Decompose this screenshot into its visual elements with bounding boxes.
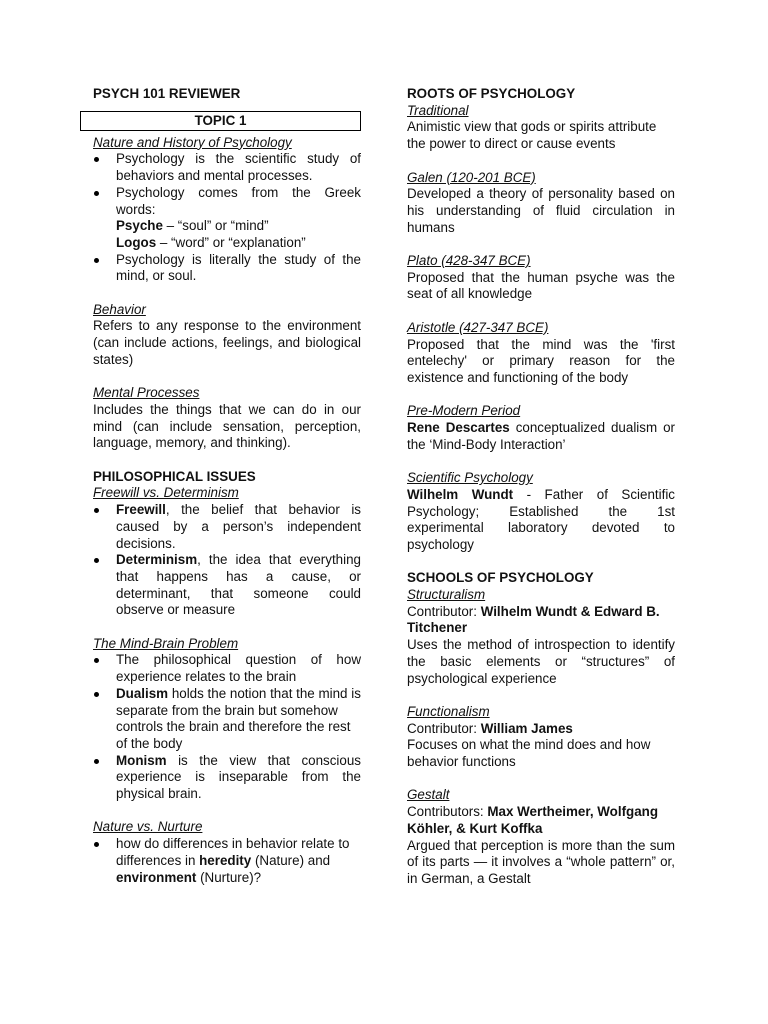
nature-list: [93, 151, 361, 285]
section-heading-philosophical: PHILOSOPHICAL ISSUES: [93, 468, 256, 484]
term-heredity: heredity: [199, 852, 252, 868]
list-item: Psychology is literally the study of the mind, or soul.: [93, 252, 361, 285]
nvn-text-c: (Nurture)?: [196, 869, 262, 885]
behavior-text: Refers to any response to the environment (can include actions, feelings, and biological states): [93, 318, 361, 367]
wundt-text: - Father of Scientific Psychology; Established the 1st experimental laboratory devoted to psychology: [407, 486, 675, 552]
traditional-text: Animistic view that gods or spirits attribute the power to direct or cause events: [407, 119, 657, 152]
nvn-text-a: how do differences in behavior relate to differences in: [116, 836, 350, 868]
section-heading-aristotle: Aristotle (427-347 BCE): [407, 319, 549, 335]
structuralism-text: Uses the method of introspection to identify the basic elements or “structures” of psychological experience: [407, 637, 675, 686]
gestalt-contributor: [407, 804, 675, 837]
section-heading-functionalism: Functionalism: [407, 703, 490, 719]
topic-box: TOPIC 1: [80, 111, 361, 131]
aristotle-text: Proposed that the mind was the 'first entelechy' or primary reason for the existence and functioning of the body: [407, 336, 675, 385]
term-logos-def: – “word” or “explanation”: [156, 234, 306, 250]
list-item: [93, 185, 361, 252]
section-heading-behavior: Behavior: [93, 301, 146, 317]
right-column: [407, 86, 675, 888]
functionalism-text: Focuses on what the mind does and how behavior functions: [407, 737, 651, 770]
term-freewill-def: , the belief that behavior is caused by a person’s independent decisions.: [116, 502, 361, 551]
section-heading-scientific: Scientific Psychology: [407, 470, 533, 486]
document-title: PSYCH 101 REVIEWER: [93, 86, 241, 101]
contributor-label: Contributor:: [407, 720, 481, 736]
section-heading-galen: Galen (120-201 BCE): [407, 169, 536, 185]
term-dualism-def: holds the notion that the mind is separate from the brain but somehow controls the brain and therefore the rest of the body: [116, 685, 361, 751]
mind-brain-list: [93, 652, 361, 802]
galen-text: Developed a theory of personality based on his understanding of fluid circulation in humans: [407, 186, 675, 235]
list-item-text: Psychology comes from the Greek words:: [116, 184, 361, 217]
structuralism-contributor: [407, 604, 675, 637]
section-heading-freewill: Freewill vs. Determinism: [93, 485, 239, 501]
list-item: [93, 753, 361, 803]
structuralism-contributor-names: Wilhelm Wundt & Edward B. Titchener: [407, 603, 660, 636]
nvn-text-b: (Nature) and: [251, 852, 331, 868]
term-determinism-def: , the idea that everything that happens has a cause, or determinant, that someone could observe or measure: [116, 552, 361, 618]
left-column: [93, 86, 361, 886]
term-environment: environment: [116, 869, 197, 885]
contributors-label: Contributors:: [407, 804, 488, 820]
list-item: [93, 686, 361, 753]
section-heading-gestalt: Gestalt: [407, 787, 450, 803]
functionalism-contributor-names: William James: [480, 720, 573, 736]
section-heading-schools: SCHOOLS OF PSYCHOLOGY: [407, 570, 594, 586]
section-heading-nature-nurture: Nature vs. Nurture: [93, 819, 203, 835]
wundt-name: Wilhelm Wundt: [407, 486, 514, 502]
section-heading-structuralism: Structuralism: [407, 587, 486, 602]
term-logos: Logos: [116, 234, 157, 250]
plato-text: Proposed that the human psyche was the seat of all knowledge: [407, 269, 675, 302]
gestalt-contributor-names: Max Wertheimer, Wolfgang Köhler, & Kurt Koffka: [407, 804, 659, 836]
list-item: Psychology is the scientific study of behaviors and mental processes.: [93, 151, 361, 184]
section-heading-traditional: Traditional: [407, 102, 469, 118]
section-heading-premodern: Pre-Modern Period: [407, 403, 521, 419]
freewill-list: [93, 502, 361, 619]
nature-nurture-list: [93, 836, 361, 886]
contributor-label: Contributor:: [407, 603, 481, 619]
term-dualism: Dualism: [116, 685, 169, 701]
section-heading-mind-brain: The Mind-Brain Problem: [93, 635, 239, 651]
list-item: [93, 552, 361, 619]
term-monism: Monism: [116, 752, 167, 768]
mental-text: Includes the things that we can do in our mind (can include sensation, perception, language, memory, and thinking).: [93, 401, 361, 451]
term-psyche-def: – “soul” or “mind”: [162, 218, 269, 234]
functionalism-contributor: [407, 721, 675, 738]
list-item: [93, 836, 361, 886]
descartes-text: conceptualized dualism or the ‘Mind-Body Interaction’: [407, 420, 675, 452]
term-psyche: Psyche: [116, 218, 163, 234]
descartes-name: Rene Descartes: [407, 420, 510, 435]
wundt-paragraph: [407, 487, 675, 554]
section-heading-roots: ROOTS OF PSYCHOLOGY: [407, 86, 576, 101]
term-freewill: Freewill: [116, 502, 166, 518]
gestalt-text: Argued that perception is more than the sum of its parts — it involves a “whole pattern” or, in German, a Gestalt: [407, 837, 675, 886]
term-determinism: Determinism: [116, 552, 198, 568]
list-item: The philosophical question of how experience relates to the brain: [93, 652, 361, 685]
list-item: [93, 502, 361, 552]
section-heading-plato: Plato (428-347 BCE): [407, 253, 531, 268]
descartes-paragraph: [407, 420, 675, 453]
section-heading-nature: Nature and History of Psychology: [93, 134, 292, 150]
term-monism-def: is the view that conscious experience is inseparable from the physical brain.: [116, 752, 361, 802]
section-heading-mental: Mental Processes: [93, 385, 200, 401]
